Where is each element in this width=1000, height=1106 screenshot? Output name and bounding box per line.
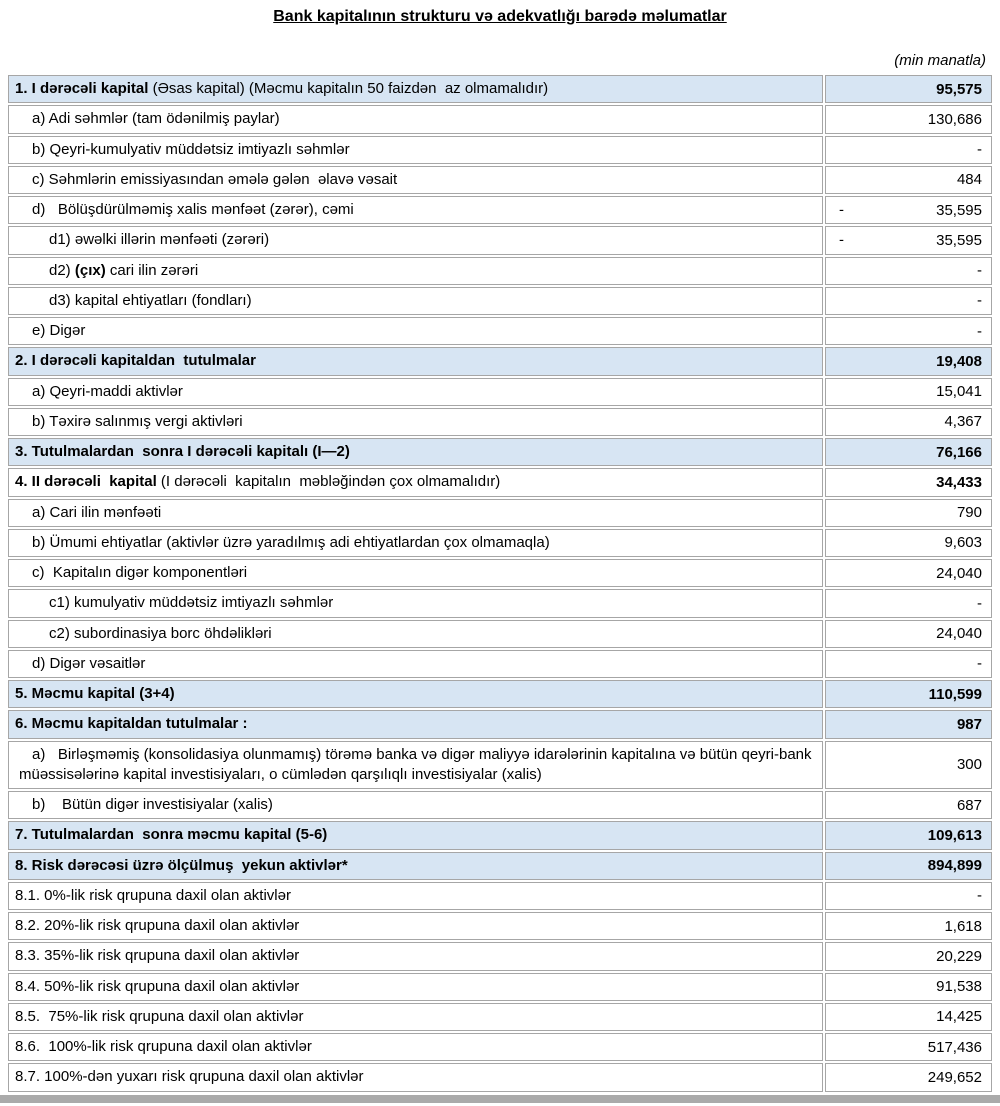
- capital-structure-table: [6, 73, 994, 1094]
- row-value: [825, 226, 992, 254]
- row-label-text: b) Bütün digər investisiyalar (xalis): [32, 796, 273, 813]
- table-row: [8, 1033, 992, 1061]
- row-value-text: 35,595: [936, 231, 982, 249]
- row-label-text: 8.3. 35%-lik risk qrupuna daxil olan aktivlər: [15, 947, 300, 965]
- table-row: [8, 882, 992, 910]
- table-row: [8, 257, 992, 285]
- row-label-text: a) Qeyri-maddi aktivlər: [32, 382, 183, 400]
- row-value: [825, 791, 992, 819]
- row-value-text: 34,433: [936, 473, 982, 491]
- page-title: Bank kapitalının strukturu və adekvatlığı barədə məlumatlar: [273, 8, 727, 25]
- row-label-text: 8. Risk dərəcəsi üzrə ölçülmuş yekun aktivlər*: [15, 856, 348, 874]
- row-value-text: 76,166: [936, 443, 982, 461]
- report-page: [0, 8, 1000, 1103]
- row-value-text: 24,040: [936, 564, 982, 582]
- row-value: [825, 378, 992, 406]
- row-value-text: 987: [956, 715, 982, 733]
- row-value-text: 15,041: [936, 383, 982, 401]
- table-row: [8, 166, 992, 194]
- row-label: [8, 499, 823, 527]
- row-value: [825, 650, 992, 678]
- row-label: [8, 1033, 823, 1061]
- table-row: [8, 226, 992, 254]
- row-label: [8, 559, 823, 587]
- table-row: [8, 408, 992, 436]
- table-row: [8, 1063, 992, 1091]
- row-label: [8, 791, 823, 819]
- row-label-text: 8.2. 20%-lik risk qrupuna daxil olan aktivlər: [15, 917, 300, 934]
- row-value-text: -: [977, 655, 982, 673]
- row-label-text: 6. Məcmu kapitaldan tutulmalar :: [15, 715, 248, 733]
- row-label-text: 8.1. 0%-lik risk qrupuna daxil olan aktivlər: [15, 886, 291, 904]
- table-row: [8, 438, 992, 466]
- row-label: [8, 1003, 823, 1031]
- row-label-text: (Əsas kapital) (Məcmu kapitalın 50 faizdən az olmamalıdır): [148, 80, 549, 97]
- row-label: [8, 710, 823, 738]
- table-row: [8, 1003, 992, 1031]
- row-label-text: b) Təxirə salınmış vergi aktivləri: [32, 412, 243, 430]
- row-value-text: 484: [956, 171, 982, 189]
- row-value-text: 4,367: [944, 413, 982, 431]
- table-row: [8, 136, 992, 164]
- row-label: [8, 408, 823, 436]
- row-label-text: c) Kapitalın digər komponentləri: [32, 564, 248, 581]
- table-row: [8, 912, 992, 940]
- table-row: [8, 973, 992, 1001]
- row-value-text: 19,408: [936, 352, 982, 370]
- row-label-text: (çıx): [74, 261, 106, 279]
- row-label: [8, 912, 823, 940]
- table-bottom-bar: [0, 1095, 1000, 1103]
- row-label-text: d3) kapital ehtiyatları (fondları): [49, 291, 252, 309]
- row-label-text: d) Digər vəsaitlər: [32, 654, 146, 672]
- row-label-text: c1) kumulyativ müddətsiz imtiyazlı səhmlər: [49, 594, 334, 612]
- row-value: [825, 499, 992, 527]
- row-label: [8, 347, 823, 375]
- row-label: [8, 257, 823, 285]
- table-row: [8, 529, 992, 557]
- row-value: [825, 1003, 992, 1031]
- row-value-text: 300: [956, 756, 982, 774]
- table-row: [8, 287, 992, 315]
- row-value-text: -: [977, 292, 982, 310]
- row-label: [8, 75, 823, 103]
- row-label-text: e) Digər: [32, 322, 86, 339]
- row-label: [8, 105, 823, 133]
- row-value: [825, 196, 992, 224]
- table-row: [8, 821, 992, 849]
- minus-sign: -: [839, 231, 844, 249]
- row-value: [825, 620, 992, 648]
- row-value-text: 20,229: [936, 947, 982, 965]
- table-row: [8, 559, 992, 587]
- row-value: [825, 529, 992, 557]
- row-value-text: 1,618: [944, 917, 982, 935]
- row-label-text: a) Birləşməmiş (konsolidasiya olunmamış) törəmə banka və digər maliyyə idarələrinin kapitalına və bütün qeyri-bank müəssisələrinə kapital investisiyaları, o cümlədən qarşılıqlı investisiyalar (xalis): [19, 745, 816, 783]
- row-label-text: c) Səhmlərin emissiyasından əmələ gələn əlavə vəsait: [32, 170, 398, 188]
- unit-note: (min manatla): [894, 52, 986, 69]
- table-row: [8, 105, 992, 133]
- row-value-text: -: [977, 262, 982, 280]
- row-label: [8, 589, 823, 617]
- table-row: [8, 499, 992, 527]
- row-value: [825, 973, 992, 1001]
- table-row: [8, 852, 992, 880]
- row-value-text: -: [977, 322, 982, 340]
- row-label: [8, 942, 823, 970]
- row-label-text: b) Ümumi ehtiyatlar (aktivlər üzrə yaradılmış adi ehtiyatlardan çox olmamaqla): [32, 533, 550, 551]
- row-value-text: 517,436: [927, 1038, 982, 1056]
- row-value: [825, 287, 992, 315]
- row-label-text: 5. Məcmu kapital (3+4): [15, 685, 175, 702]
- row-value-text: 894,899: [927, 857, 982, 875]
- row-label-text: c2) subordinasiya borc öhdəlikləri: [49, 624, 272, 642]
- row-value-text: 95,575: [936, 80, 982, 98]
- row-label-text: 3. Tutulmalardan sonra I dərəcəli kapitalı (I—2): [15, 443, 350, 460]
- row-value: [825, 559, 992, 587]
- row-label-text: 2. I dərəcəli kapitaldan tutulmalar: [15, 352, 256, 370]
- row-label-text: 1. I dərəcəli kapital: [15, 80, 149, 97]
- row-value: [825, 438, 992, 466]
- row-label: [8, 438, 823, 466]
- row-label: [8, 973, 823, 1001]
- row-value: [825, 882, 992, 910]
- row-label: [8, 882, 823, 910]
- table-row: [8, 378, 992, 406]
- table-row: [8, 680, 992, 708]
- row-value: [825, 408, 992, 436]
- row-label-text: d2): [49, 261, 75, 279]
- row-label-text: d) Bölüşdürülməmiş xalis mənfəət (zərər), cəmi: [32, 201, 354, 218]
- row-label-text: 8.7. 100%-dən yuxarı risk qrupuna daxil olan aktivlər: [15, 1068, 364, 1086]
- row-value: [825, 710, 992, 738]
- row-value: [825, 942, 992, 970]
- row-label: [8, 196, 823, 224]
- row-value: [825, 257, 992, 285]
- row-value-text: 110,599: [928, 685, 982, 703]
- row-value: [825, 347, 992, 375]
- row-label: [8, 166, 823, 194]
- row-value-text: -: [977, 594, 982, 612]
- minus-sign: -: [839, 201, 844, 219]
- row-label-text: b) Qeyri-kumulyativ müddətsiz imtiyazlı səhmlər: [32, 140, 350, 158]
- table-row: [8, 791, 992, 819]
- row-value-text: 130,686: [927, 110, 982, 128]
- row-label: [8, 1063, 823, 1091]
- table-row: [8, 620, 992, 648]
- row-label-text: 7. Tutulmalardan sonra məcmu kapital (5-6): [15, 826, 328, 844]
- row-value: [825, 1033, 992, 1061]
- row-value: [825, 75, 992, 103]
- row-value: [825, 166, 992, 194]
- table-row: [8, 589, 992, 617]
- row-label-text: a) Adi səhmlər (tam ödənilmiş paylar): [32, 110, 280, 128]
- table-row: [8, 710, 992, 738]
- row-label-text: (I dərəcəli kapitalın məbləğindən çox olmamalıdır): [156, 473, 501, 491]
- row-value: [825, 852, 992, 880]
- row-label-text: 8.4. 50%-lik risk qrupuna daxil olan aktivlər: [15, 977, 300, 995]
- row-value: [825, 821, 992, 849]
- table-row: [8, 942, 992, 970]
- row-label-text: 8.6. 100%-lik risk qrupuna daxil olan aktivlər: [15, 1038, 312, 1055]
- row-value: [825, 1063, 992, 1091]
- row-label: [8, 821, 823, 849]
- table-row: [8, 741, 992, 790]
- row-label: [8, 136, 823, 164]
- table-row: [8, 75, 992, 103]
- row-label: [8, 529, 823, 557]
- table-row: [8, 347, 992, 375]
- row-label-text: a) Cari ilin mənfəəti: [32, 503, 162, 521]
- row-label: [8, 852, 823, 880]
- row-value: [825, 468, 992, 496]
- row-value-text: -: [977, 141, 982, 159]
- row-label: [8, 287, 823, 315]
- row-value-text: 249,652: [927, 1068, 982, 1086]
- row-value: [825, 912, 992, 940]
- row-value-text: -: [977, 887, 982, 905]
- row-value: [825, 680, 992, 708]
- row-label-text: 8.5. 75%-lik risk qrupuna daxil olan aktivlər: [15, 1007, 304, 1025]
- row-label: [8, 226, 823, 254]
- row-value-text: 9,603: [944, 534, 982, 552]
- row-value: [825, 105, 992, 133]
- row-label-text: cari ilin zərəri: [105, 261, 199, 279]
- row-label-text: d1) əwəlki illərin mənfəəti (zərəri): [49, 231, 270, 249]
- row-value-text: 687: [956, 796, 982, 814]
- row-value-text: 35,595: [936, 201, 982, 219]
- row-label: [8, 378, 823, 406]
- row-value: [825, 741, 992, 790]
- row-value-text: 91,538: [936, 978, 982, 996]
- row-label: [8, 468, 823, 496]
- row-value: [825, 589, 992, 617]
- row-value-text: 109,613: [927, 826, 982, 844]
- row-value: [825, 136, 992, 164]
- row-value-text: 24,040: [936, 625, 982, 643]
- table-row: [8, 196, 992, 224]
- row-label: [8, 741, 823, 790]
- table-row: [8, 468, 992, 496]
- row-label: [8, 317, 823, 345]
- row-value-text: 14,425: [936, 1008, 982, 1026]
- row-label-text: 4. II dərəcəli kapital: [15, 473, 157, 491]
- table-row: [8, 650, 992, 678]
- row-label: [8, 680, 823, 708]
- capital-table-body: [8, 75, 992, 1092]
- row-value: [825, 317, 992, 345]
- row-label: [8, 620, 823, 648]
- table-row: [8, 317, 992, 345]
- row-value-text: 790: [956, 504, 982, 522]
- row-label: [8, 650, 823, 678]
